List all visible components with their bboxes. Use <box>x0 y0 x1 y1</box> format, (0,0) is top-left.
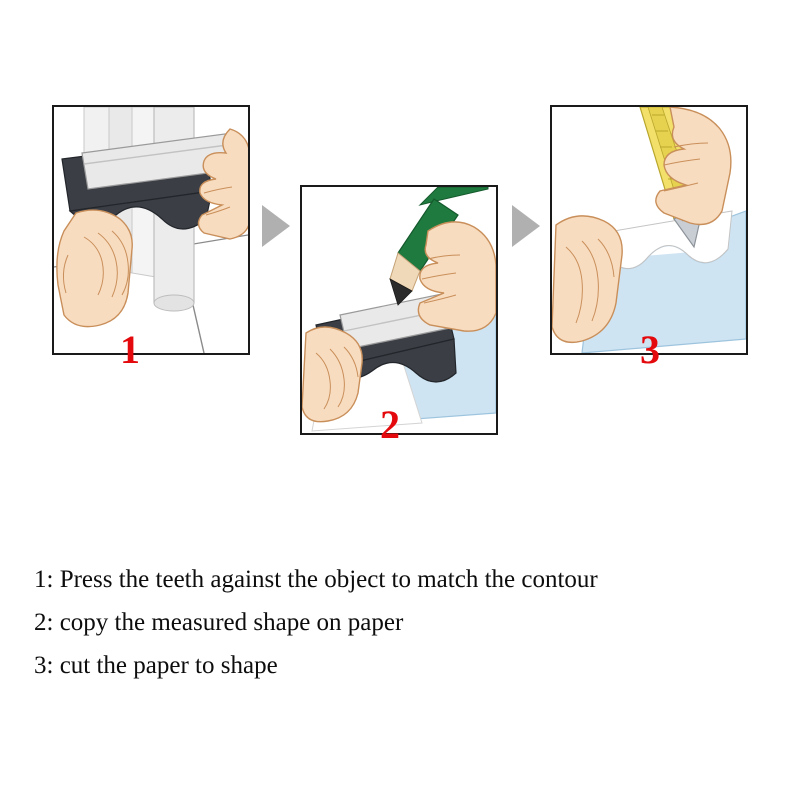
step-1-illustration <box>54 107 248 353</box>
step-3-illustration <box>552 107 746 353</box>
step-2-illustration <box>302 187 496 433</box>
step-number-1: 1 <box>120 327 140 372</box>
step-panel-3 <box>550 105 748 355</box>
caption-line-2: 2: copy the measured shape on paper <box>34 609 404 636</box>
step-number-2: 2 <box>380 402 400 447</box>
caption-line-3: 3: cut the paper to shape <box>34 652 278 679</box>
step-number-3: 3 <box>640 327 660 372</box>
step-panel-1 <box>52 105 250 355</box>
caption-line-1: 1: Press the teeth against the object to match the contour <box>34 566 598 593</box>
instruction-caption-list <box>34 558 774 687</box>
arrow-right-icon-2 <box>512 205 540 247</box>
step-panel-2 <box>300 185 498 435</box>
arrow-right-icon-1 <box>262 205 290 247</box>
